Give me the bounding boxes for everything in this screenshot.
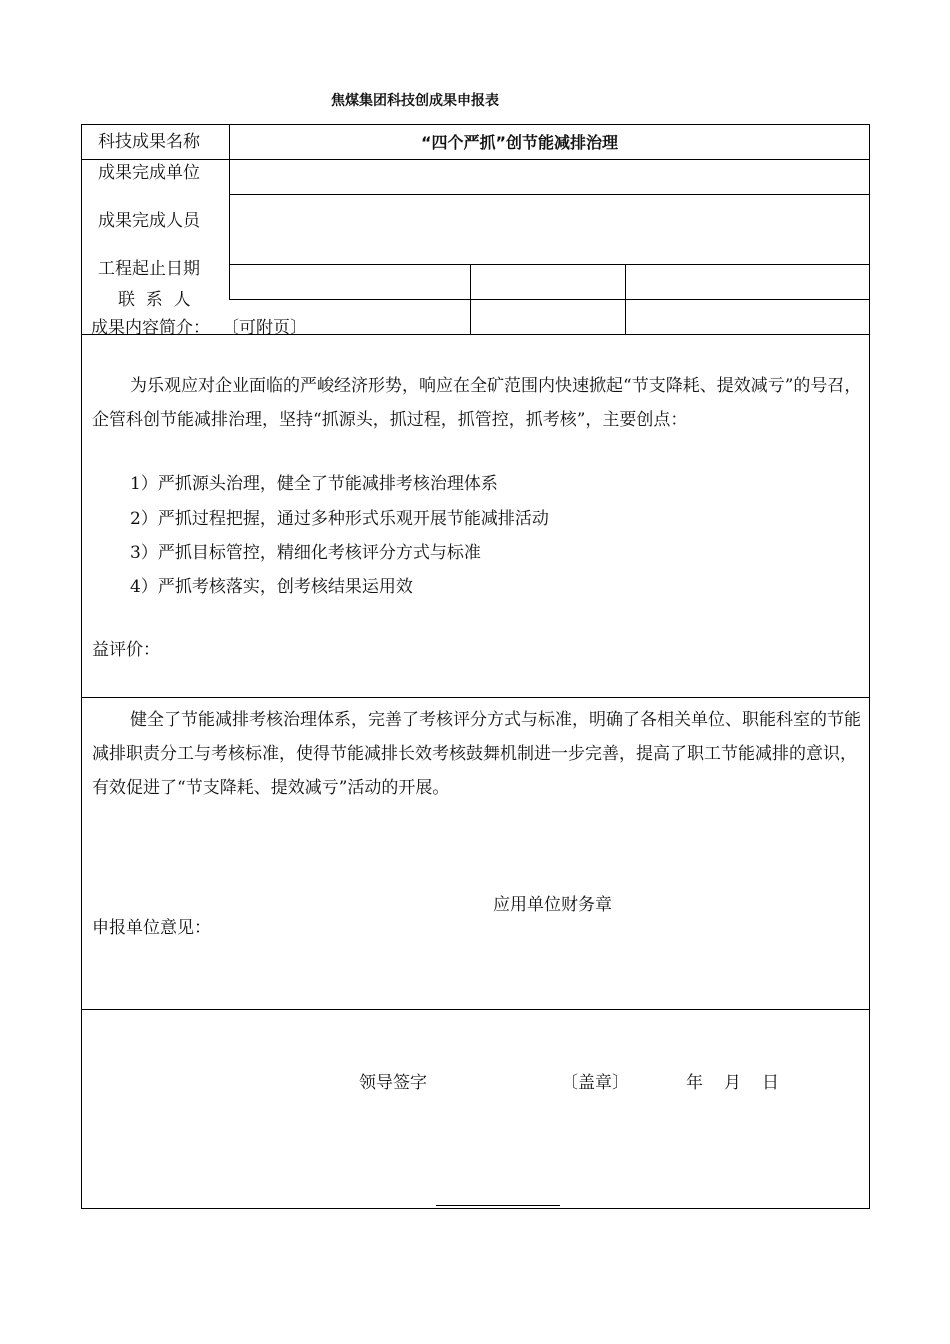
label-achievement-name: 科技成果名称 <box>98 132 200 152</box>
label-contact: 联 系 人 <box>118 290 191 310</box>
date-day-label: 日 <box>762 1073 779 1093</box>
summary-point-3: 3）严抓目标管控，精细化考核评分方式与标准 <box>130 543 481 563</box>
date-year-label: 年 <box>686 1073 703 1093</box>
summary-point-1: 1）严抓源头治理，健全了节能减排考核治理体系 <box>130 474 498 494</box>
summary-attach-note: 〔可附页〕 <box>222 318 307 338</box>
form-title: 焦煤集团科技创成果申报表 <box>331 93 499 109</box>
benefit-text: 健全了节能减排考核治理体系，完善了考核评分方式与标准，明确了各相关单位、职能科室的节能减排职责分工与考核标准，使得节能减排长效考核鼓舞机制进一步完善，提高了职工节能减排的意识，有效促进了“节支降耗、提效减亏”活动的开展。 <box>92 710 861 798</box>
label-applicant-opinion: 申报单位意见： <box>92 918 211 938</box>
label-benefit-eval: 益评价： <box>92 640 160 660</box>
seal-label: 〔盖章〕 <box>561 1073 629 1093</box>
label-project-dates: 工程起止日期 <box>98 259 200 279</box>
label-summary: 成果内容简介： <box>91 318 210 338</box>
summary-point-2: 2）严抓过程把握，通过多种形式乐观开展节能减排活动 <box>130 509 549 529</box>
date-month-label: 月 <box>724 1073 741 1093</box>
finance-stamp-label: 应用单位财务章 <box>493 895 612 915</box>
label-completion-people: 成果完成人员 <box>98 211 200 231</box>
summary-point-4: 4）严抓考核落实，创考核结果运用效 <box>130 577 413 597</box>
achievement-name-value: “四个严抓”创节能减排治理 <box>421 133 619 152</box>
label-completion-unit: 成果完成单位 <box>98 163 200 183</box>
summary-intro: 为乐观应对企业面临的严峻经济形势，响应在全矿范围内快速掀起“节支降耗、提效减亏”的号召，企管科创节能减排治理，坚持“抓源头，抓过程，抓管控，抓考核”，主要创点： <box>92 376 862 430</box>
leader-signature-label: 领导签字 <box>359 1073 427 1093</box>
